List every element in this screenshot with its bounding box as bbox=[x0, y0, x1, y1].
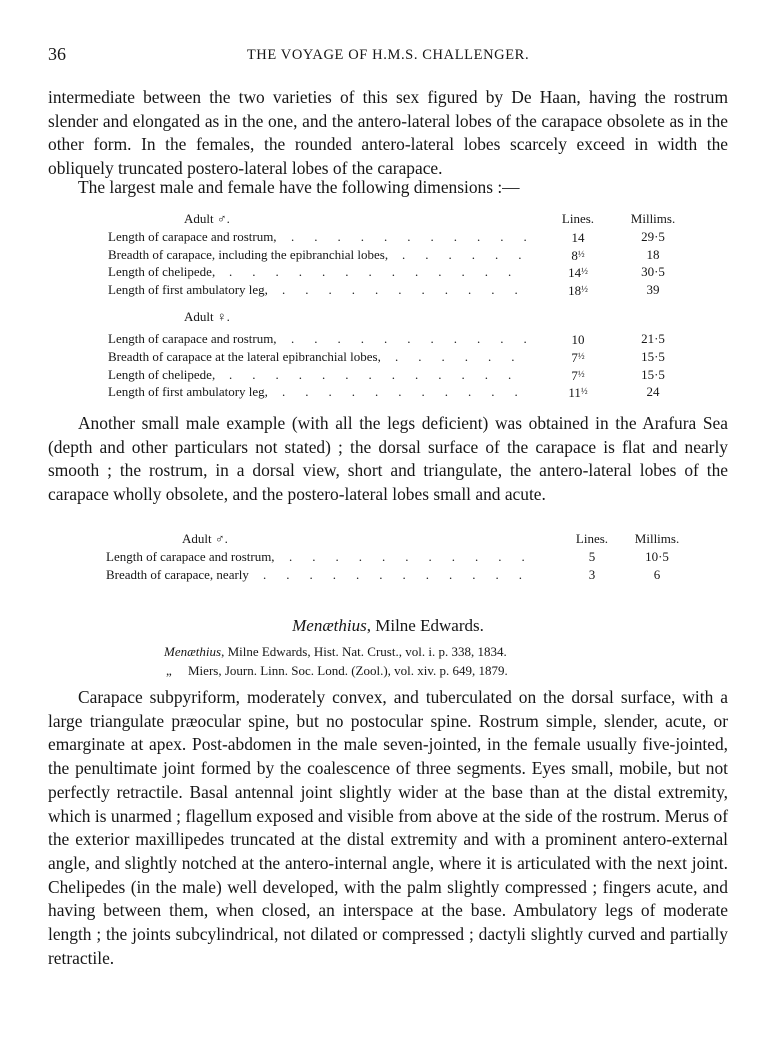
lines-value bbox=[548, 281, 608, 300]
leader-dots: ...... bbox=[402, 246, 542, 262]
lines-header-2: Lines. bbox=[575, 531, 609, 546]
lines-whole: 11 bbox=[568, 385, 581, 401]
dimensions-table-1 bbox=[108, 210, 718, 401]
millims-header: Millims. bbox=[630, 211, 676, 226]
lines-fraction: ½ bbox=[577, 350, 585, 361]
dimension-label: Breadth of carapace, nearly bbox=[106, 566, 249, 582]
millims-value: 29·5 bbox=[641, 229, 665, 244]
lines-whole: 18 bbox=[568, 282, 582, 298]
dimension-label: Length of carapace and rostrum, bbox=[108, 229, 277, 244]
dimension-row bbox=[108, 246, 718, 264]
dimension-row bbox=[108, 383, 718, 401]
leader-dots: ............ bbox=[263, 566, 542, 582]
lines-value bbox=[548, 263, 608, 282]
millims-value: 18 bbox=[646, 246, 660, 262]
millims-value: 39 bbox=[646, 281, 660, 297]
dimension-label: Length of carapace and rostrum, bbox=[106, 549, 275, 564]
lines-whole: 7 bbox=[571, 349, 578, 365]
genus-heading bbox=[48, 616, 728, 636]
lines-whole: 8 bbox=[571, 247, 578, 263]
synonymy-line-2 bbox=[166, 661, 508, 680]
leader-dots: ...... bbox=[395, 348, 535, 364]
lines-value bbox=[548, 366, 608, 385]
lines-whole: 14 bbox=[571, 230, 585, 245]
leader-dots: ........... bbox=[282, 281, 538, 297]
dimension-label: Length of chelipede, bbox=[108, 264, 216, 280]
leader-dots: ........... bbox=[291, 331, 547, 347]
lines-value bbox=[548, 330, 608, 349]
paragraph-2: The largest male and female have the following dimensions :— bbox=[78, 177, 520, 197]
millims-header-2: Millims. bbox=[634, 531, 680, 546]
lines-fraction: ½ bbox=[581, 283, 588, 294]
millims-value: 6 bbox=[653, 566, 661, 582]
lines-value: 3 bbox=[588, 566, 596, 582]
dimensions-table-2 bbox=[106, 530, 718, 583]
running-title: THE VOYAGE OF H.M.S. CHALLENGER. bbox=[246, 47, 530, 63]
dimension-row bbox=[106, 548, 718, 566]
male-label-2: Adult ♂. bbox=[182, 531, 228, 546]
dimension-row bbox=[108, 348, 718, 366]
dimension-row bbox=[108, 281, 718, 299]
female-label: Adult ♀. bbox=[184, 309, 230, 325]
leader-dots: ............. bbox=[229, 264, 532, 280]
dimension-row bbox=[108, 366, 718, 384]
paragraph-4: Carapace subpyriform, moderately convex, and tuberculated on the dorsal surface, with a large triangulate præocular spine, but no postocular spine. Rostrum simple, slender, acute, or emarginate at apex. Post-abdomen in the male seven-jointed, in the female usually five-jointed, the penultimate joint formed by the coalescence of three segments. Eyes small, mobile, but not perfectly retractile. Basal antennal joint slightly wider at the base than at the distal extremity, which is unarmed ; flagellum exposed and visible from above at the side of the rostrum. Merus of the exterior maxillipedes truncated at the distal extremity and with a prominent antero-external angle, and slightly notched at the antero-internal angle, where it is articulated with the next joint. Chelipedes (in the male) well developed, with the palm slightly compressed ; fingers acute, and having between them, when closed, an interspace at the base. Ambulatory legs of moderate length ; the joints subcylindrical, not dilated or compressed ; dactyli slightly curved and partially retractile. bbox=[48, 687, 728, 968]
dimension-label: Length of first ambulatory leg, bbox=[108, 384, 268, 400]
lines-header: Lines. bbox=[561, 211, 595, 226]
dimension-row bbox=[106, 566, 718, 584]
page-header bbox=[48, 44, 728, 68]
genus-authority: , Milne Edwards. bbox=[366, 616, 484, 635]
lines-whole: 7 bbox=[571, 367, 578, 383]
millims-value: 10·5 bbox=[645, 549, 669, 564]
lines-fraction: ½ bbox=[577, 368, 585, 379]
leader-dots: ........... bbox=[282, 384, 538, 400]
paragraph-3: Another small male example (with all the legs deficient) was obtained in the Arafura Sea (depth and other particulars not stated) ; the dorsal surface of the carapace is flat and nearly smooth ; the rostrum, in a dorsal view, short and triangulate, the antero-lateral lobes of the carapace wholly obsolete, and the postero-lateral lobes small and acute. bbox=[48, 413, 728, 505]
male-label: Adult ♂. bbox=[184, 211, 230, 226]
dimension-label: Length of carapace and rostrum, bbox=[108, 331, 277, 347]
dimension-label: Breadth of carapace, including the epibranchial lobes, bbox=[108, 246, 389, 262]
lines-value bbox=[548, 348, 608, 367]
dimension-row bbox=[108, 228, 718, 246]
leader-dots: ............. bbox=[229, 366, 532, 382]
millims-value: 21·5 bbox=[641, 331, 665, 347]
millims-value: 24 bbox=[646, 384, 660, 400]
lines-value bbox=[548, 246, 608, 265]
lines-whole: 14 bbox=[568, 265, 582, 281]
millims-value: 15·5 bbox=[641, 348, 665, 364]
lines-fraction: ½ bbox=[580, 386, 588, 397]
millims-value: 15·5 bbox=[641, 366, 665, 382]
synonymy-citation-2: Miers, Journ. Linn. Soc. Lond. (Zool.), vol. xiv. p. 649, 1879. bbox=[188, 663, 508, 678]
page-number: 36 bbox=[48, 44, 66, 64]
lines-value bbox=[548, 383, 608, 402]
paragraph-1: intermediate between the two varieties of this sex figured by De Haan, having the rostrum slender and elongated as in the one, and the antero-lateral lobes of the carapace obsolete as in the other form. In the females, the rounded antero-lateral lobes scarcely exceed in width the obliquely truncated postero-lateral lobes of the carapace. bbox=[48, 87, 728, 179]
dimension-row bbox=[108, 263, 718, 281]
synonymy-line-1 bbox=[164, 642, 507, 661]
millims-value: 30·5 bbox=[641, 264, 665, 280]
synonymy-genus: Menæthius bbox=[164, 644, 222, 659]
lines-value: 5 bbox=[588, 549, 596, 564]
dimension-label: Length of first ambulatory leg, bbox=[108, 281, 268, 297]
ditto-mark: „ bbox=[166, 663, 172, 678]
leader-dots: ........... bbox=[291, 229, 547, 244]
lines-whole: 10 bbox=[571, 332, 585, 348]
lines-value bbox=[548, 228, 608, 247]
synonymy-citation-1: , Milne Edwards, Hist. Nat. Crust., vol. i. p. 338, 1834. bbox=[221, 644, 507, 659]
leader-dots: ........... bbox=[289, 549, 545, 564]
dimension-label: Length of chelipede, bbox=[108, 366, 216, 382]
dimension-label: Breadth of carapace at the lateral epibranchial lobes, bbox=[108, 348, 381, 364]
lines-fraction: ½ bbox=[581, 266, 588, 277]
dimension-row bbox=[108, 330, 718, 348]
lines-fraction: ½ bbox=[577, 248, 585, 259]
genus-name: Menæthius bbox=[292, 616, 367, 635]
